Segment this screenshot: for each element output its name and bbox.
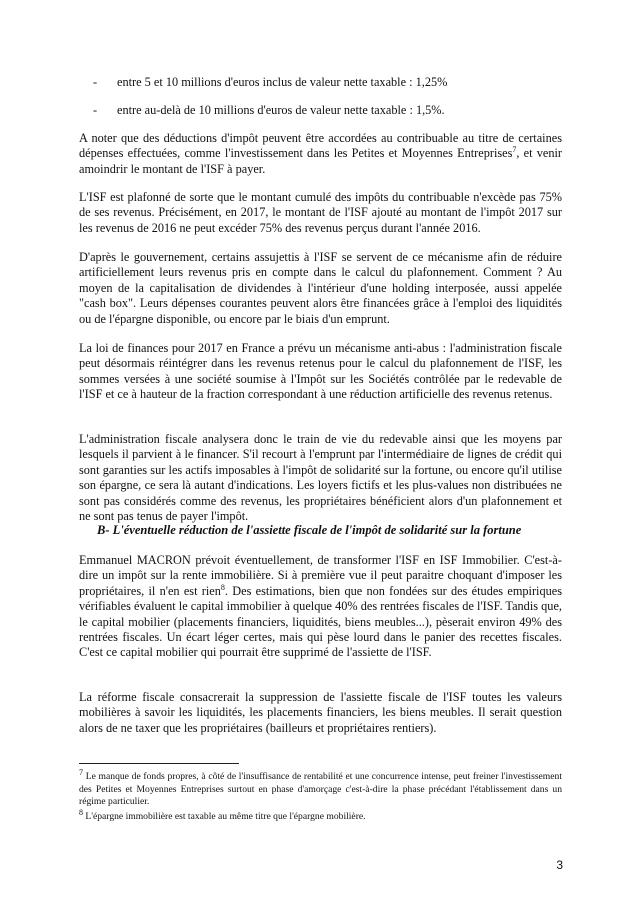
paragraph: La réforme fiscale consacrerait la suppression de l'assiette fiscale de l'ISF toutes les valeurs mobilières à savoir les liquidités, les placements financiers, les biens meubles. Il serait question alors de ne taxer que les propriétaires (bailleurs et propriétaires rentiers).	[79, 690, 562, 735]
bullet-text: entre 5 et 10 millions d'euros inclus de valeur nette taxable : 1,25%	[117, 75, 448, 89]
footnote-number: 7	[79, 767, 83, 777]
footnote	[79, 767, 562, 809]
paragraph	[79, 131, 562, 177]
paragraph: D'après le gouvernement, certains assujettis à l'ISF se servent de ce mécanisme afin de réduire artificiellement leurs revenus pris en compte dans le calcul du plafonnement. Comment ? Au moyen de la capitalisation de dividendes à l'intérieur d'une holding interposée, aussi appelée "cash box". Leurs dépenses courantes peuvent alors être financées grâce à l'emploi des liquidités ou de l'épargne disponible, ou encore par le biais d'un emprunt.	[79, 250, 562, 326]
paragraph-text: Emmanuel MACRON prévoit éventuellement, de transformer l'ISF en ISF Immobilier. C'est-à-dire un impôt sur la rente immobilière. Si à première vue il peut paraitre choquant d'imposer les propriétaires, il n'en est rien	[79, 553, 562, 598]
footnote-ref[interactable]: 7	[512, 145, 517, 155]
footnote-ref[interactable]: 8	[220, 582, 225, 592]
paragraph-text: . Des estimations, bien que non fondées sur des études empiriques vérifiables évaluent le capital immobilier à quelque 40% des rentrées fiscales de l'ISF. Tandis que, le capital mobilier (placements financiers, liquidités, biens meubles...), pèserait environ 49% des rentrées fiscales. Un écart léger certes, mais qui pèse lourd dans le panier des recettes fiscales. C'est ce capital mobilier qui pourrait être supprimé de l'assiette de l'ISF.	[79, 583, 562, 660]
section-heading: B- L'éventuelle réduction de l'assiette fiscale de l'impôt de solidarité sur la fortune	[97, 523, 522, 537]
paragraph: L'administration fiscale analysera donc le train de vie du redevable ainsi que les moyens par lesquels il parvient à le financer. S'il recourt à l'emprunt par l'intermédiaire de lignes de crédit qui sont garanties sur les actifs imposables à l'impôt de solidarité sur la fortune, ou encore qu'il utilise son épargne, ce sera là autant d'indications. Les loyers fictifs et les plus-values non distribuées ne sont pas considérés comme des revenus, les propriétaires bénéficient alors d'un plafonnement et ne sont pas tenus de payer l'impôt.	[79, 432, 562, 524]
bullet-item	[93, 103, 445, 118]
footnote-separator	[79, 763, 239, 764]
paragraph: L'ISF est plafonné de sorte que le montant cumulé des impôts du contribuable n'excède pas 75% de ses revenus. Précisément, en 2017, le montant de l'ISF ajouté au montant de l'impôt 2017 sur les revenus de 2016 ne peut excéder 75% des revenus perçus durant l'année 2016.	[79, 190, 562, 235]
page-number: 3	[556, 858, 563, 872]
footnote-text: Le manque de fonds propres, à côté de l'insuffisance de rentabilité et une concurrence intense, peut freiner l'investissement des Petites et Moyennes Entreprises surtout en phase d'amorçage c'est-à-dire la phase précédant l'établissement dans un régime particulier.	[79, 771, 562, 808]
footnote-text: L'épargne immobilière est taxable au même titre que l'épargne mobilière.	[83, 811, 366, 822]
bullet-marker: -	[93, 103, 98, 117]
bullet-marker: -	[93, 75, 98, 89]
footnote	[79, 807, 562, 824]
bullet-item	[93, 75, 447, 90]
paragraph: La loi de finances pour 2017 en France a prévu un mécanisme anti-abus : l'administration fiscale peut désormais réintégrer dans les revenus retenus pour le calcul du plafonnement de l'ISF, les sommes versées à une société soumise à l'Impôt sur les Sociétés contrôlée par le redevable de l'ISF et ce à hauteur de la fraction correspondant à une réduction artificielle des revenus retenus.	[79, 341, 562, 402]
bullet-text: entre au-delà de 10 millions d'euros de valeur nette taxable : 1,5%.	[117, 103, 445, 117]
paragraph	[79, 553, 562, 661]
footnote-number: 8	[79, 807, 83, 817]
paragraph-text: , et venir amoindrir le montant de l'ISF à payer.	[79, 146, 562, 176]
paragraph-text: A noter que des déductions d'impôt peuvent être accordées au contribuable au titre de certaines dépenses effectuées, comme l'investissement dans les Petites et Moyennes Entreprises	[79, 131, 562, 161]
